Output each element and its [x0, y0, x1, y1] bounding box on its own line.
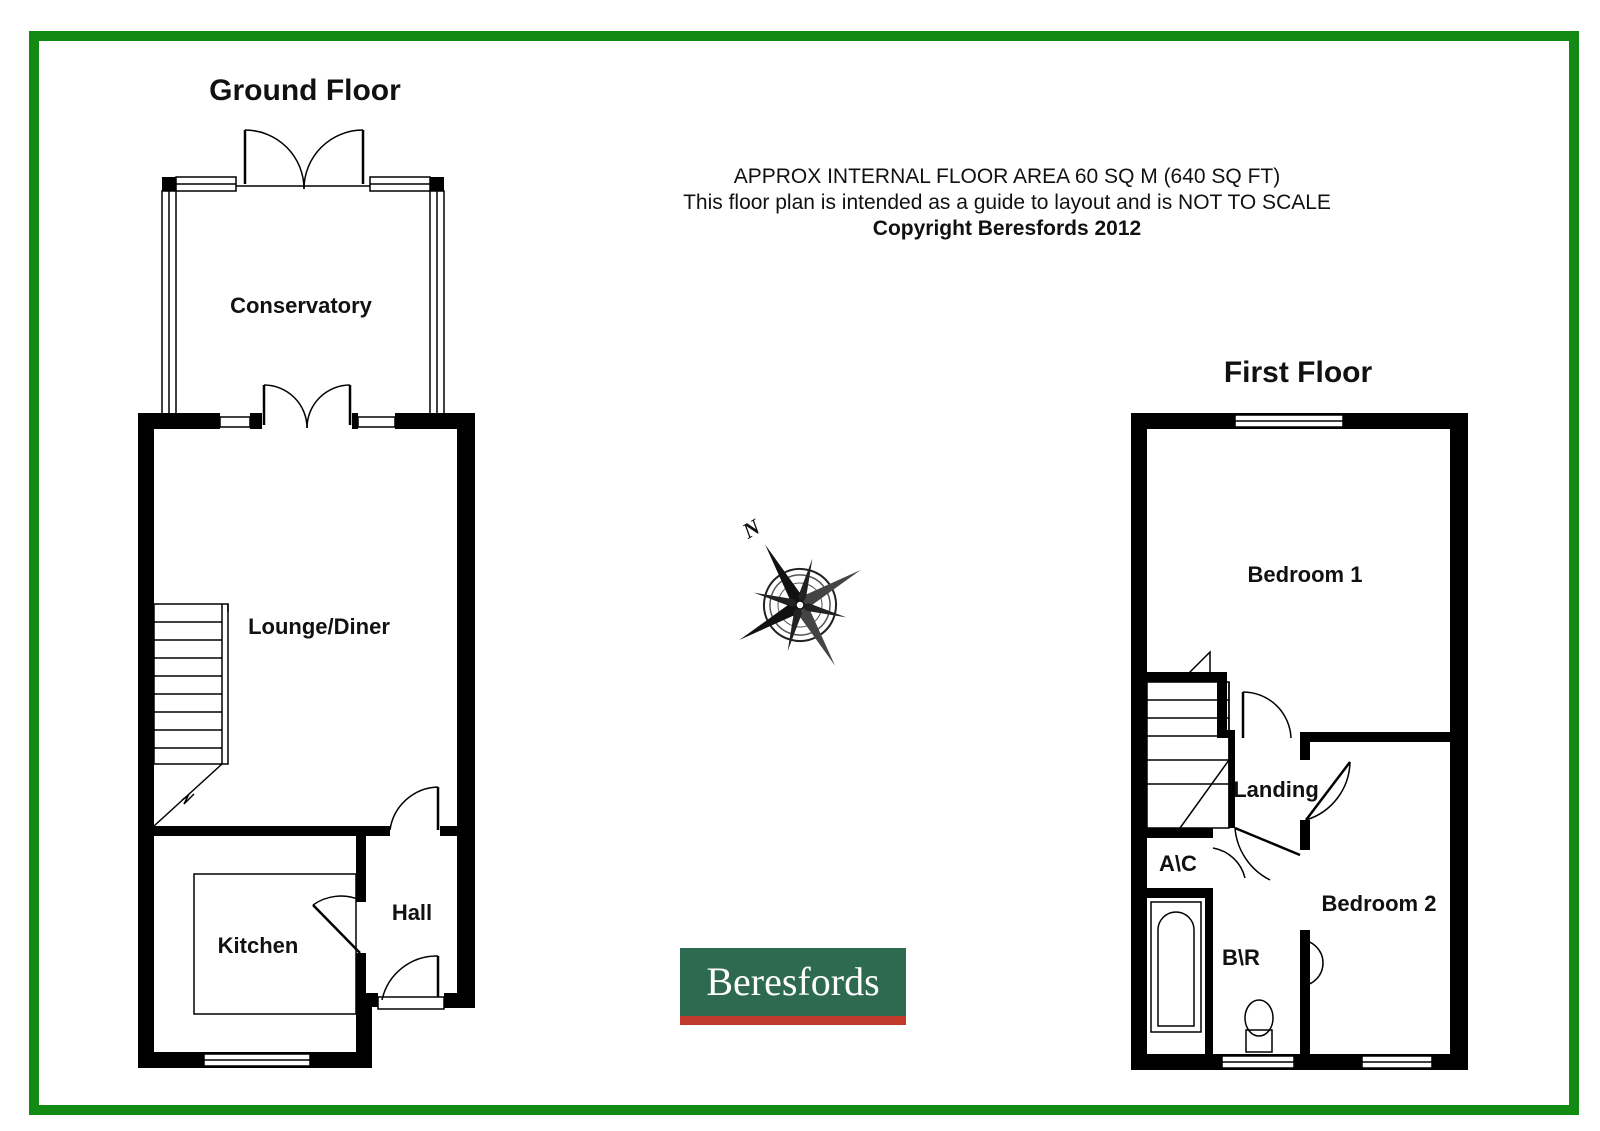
room-label-lounge-diner: Lounge/Diner	[248, 614, 390, 639]
first-floor-title: First Floor	[1223, 356, 1373, 389]
room-label-bedroom-1: Bedroom 1	[1247, 562, 1363, 587]
bath	[1151, 902, 1201, 1032]
airing-cupboard-door	[1213, 848, 1245, 878]
toilet	[1245, 1000, 1273, 1052]
first-floor-walls	[1131, 413, 1468, 1070]
room-label-bedroom-2: Bedroom 2	[1321, 891, 1437, 916]
ground-floor-walls	[138, 385, 475, 1068]
front-door-threshold	[378, 997, 444, 1009]
ground-floor-staircase	[154, 604, 228, 826]
copyright-note: Copyright Beresfords 2012	[872, 217, 1142, 240]
ground-floor-title: Ground Floor	[209, 74, 401, 107]
north-label: N	[738, 513, 765, 544]
conservatory-structure	[162, 130, 444, 423]
ground-floor-plan	[138, 130, 475, 1068]
bathroom-door	[1235, 828, 1300, 855]
room-label-bathroom: B\R	[1222, 945, 1260, 970]
first-floor-plan	[1131, 413, 1468, 1070]
room-label-landing: Landing	[1233, 777, 1319, 802]
beresfords-logo	[680, 948, 906, 1025]
kitchen-door	[313, 905, 360, 953]
room-label-kitchen: Kitchen	[217, 933, 299, 958]
compass-rose-icon	[704, 509, 895, 700]
floor-area-note: APPROX INTERNAL FLOOR AREA 60 SQ M (640 SQ FT)	[733, 165, 1281, 188]
brand-name: Beresfords	[706, 959, 880, 1004]
room-label-conservatory: Conservatory	[230, 293, 372, 318]
room-label-hall: Hall	[391, 900, 433, 925]
room-label-airing-cupboard: A\C	[1159, 851, 1197, 876]
scale-disclaimer: This floor plan is intended as a guide to layout and is NOT TO SCALE	[683, 191, 1331, 214]
